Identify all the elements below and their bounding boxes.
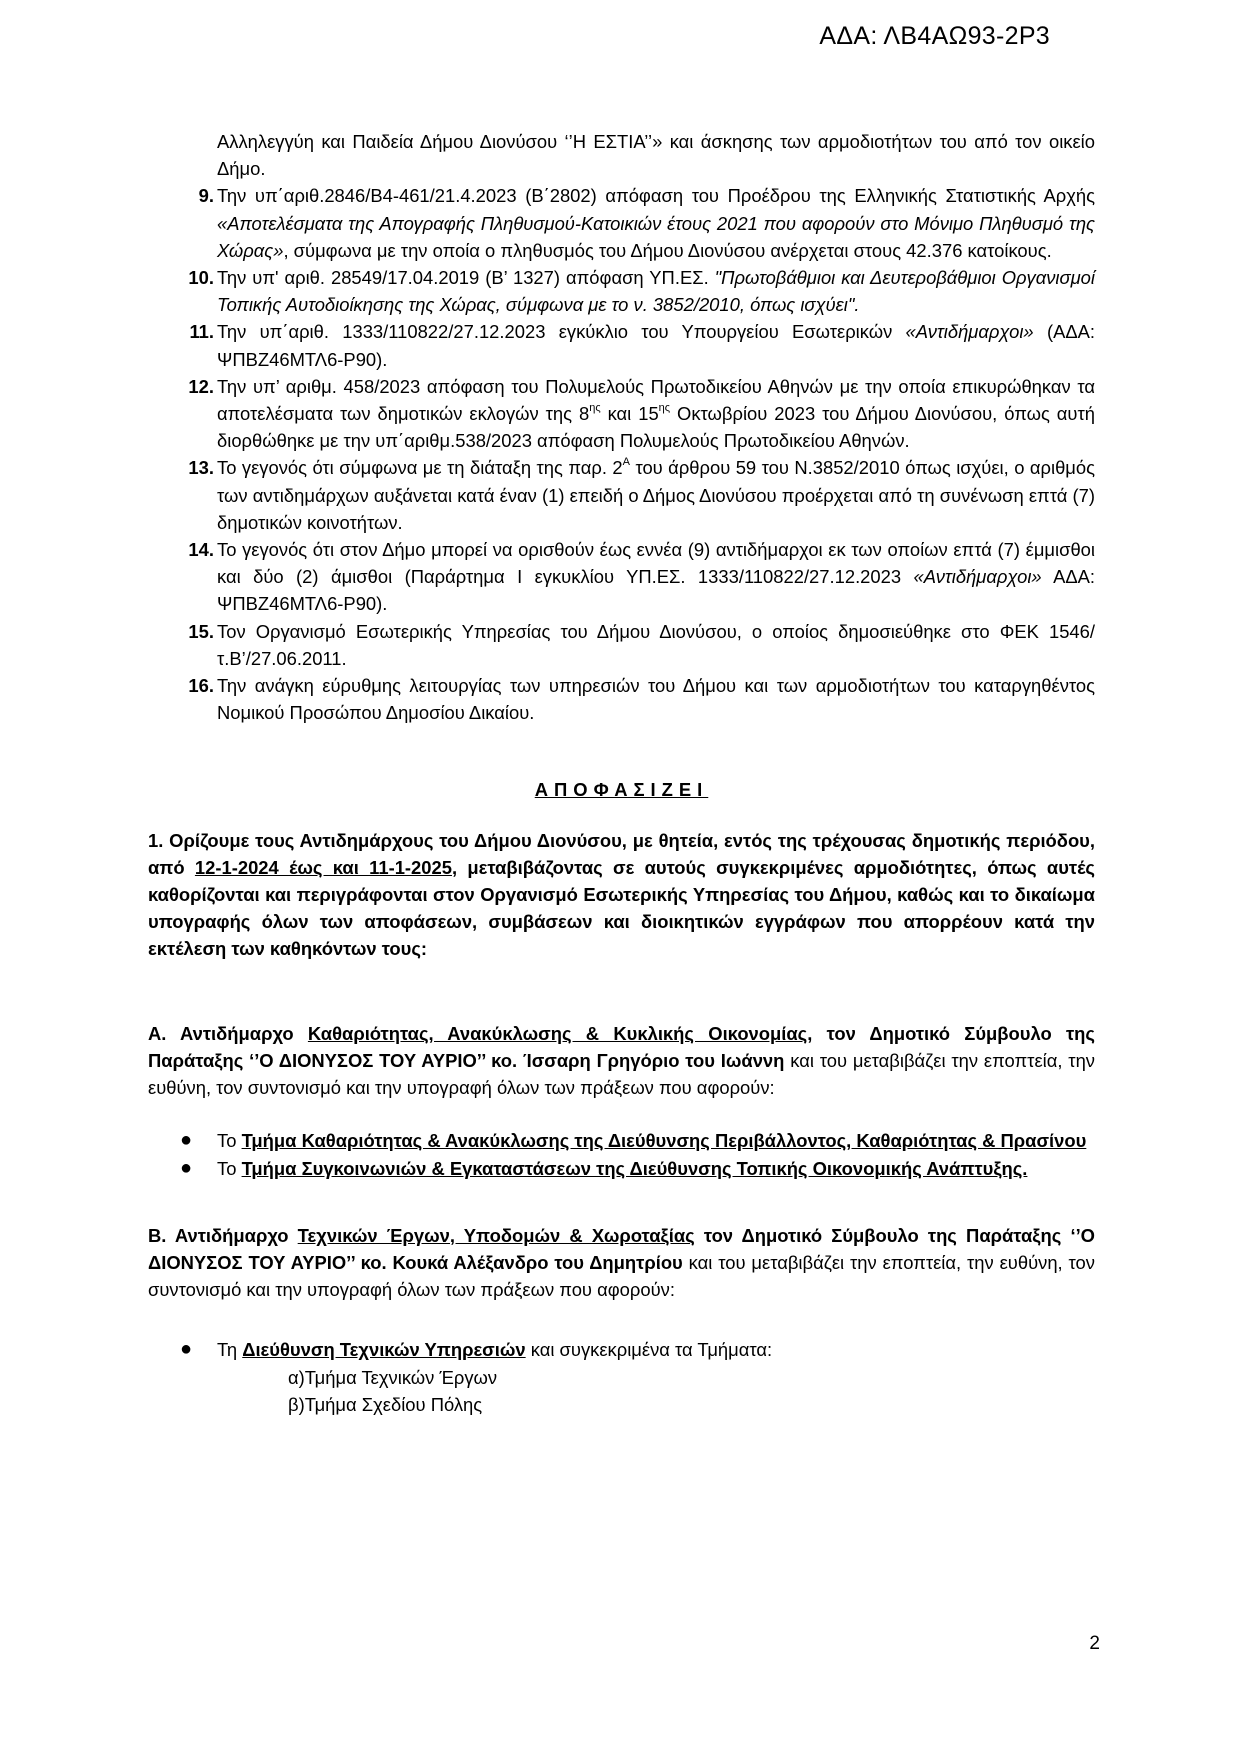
considerations-item bbox=[148, 618, 1095, 672]
considerations-item bbox=[148, 264, 1095, 318]
list-item bbox=[148, 1155, 1095, 1182]
item-number: 11. bbox=[189, 321, 214, 343]
item-italic-text: «Αντιδήμαρχοι» bbox=[905, 321, 1034, 343]
decision-text: 1. Ορίζουμε τους Αντιδημάρχους του Δήμου Διονύσου, με θητεία, εντός της τρέχουσας δημοτικής περιόδου, από bbox=[148, 829, 1095, 878]
item-text: Την ανάγκη εύρυθμης λειτουργίας των υπηρεσιών του Δήμου και των αρμοδιοτήτων του καταργηθέντος Νομικού Προσώπου Δημοσίου Δικαίου. bbox=[217, 675, 1095, 724]
item-number: 10. bbox=[188, 267, 214, 289]
item-text: Την υπ’ αριθμ. 458/2023 απόφαση του Πολυμελούς Πρωτοδικείου Αθηνών με την οποία επικυρώθηκαν τα αποτελέσματα των δημοτικών εκλογών της 8 bbox=[217, 375, 1095, 425]
bullet-text: Το bbox=[217, 1130, 242, 1152]
deputy-mayor-name: Ίσσαρη Γρηγόριο του Ιωάννη bbox=[522, 1049, 785, 1071]
item-text: , σύμφωνα με την οποία ο πληθυσμός του Δήμου Διονύσου ανέρχεται στους 42.376 κατοίκους. bbox=[283, 239, 1052, 261]
item-text: Οκτωβρίου 2023 του Δήμου Διονύσου, όπως αυτή διορθώθηκε με την υπ΄αριθμ.538/2023 απόφαση Πολυμελούς Πρωτοδικείου Αθηνών. bbox=[217, 403, 1095, 452]
considerations-item bbox=[148, 454, 1095, 536]
department-name: Τμήμα Καθαριότητας & Ανακύκλωσης της Διεύθυνσης Περιβάλλοντος, Καθαριότητας & Πρασίνου bbox=[241, 1130, 1087, 1152]
section-text: . Αντιδήμαρχο bbox=[161, 1022, 308, 1044]
item-text: του άρθρου 59 του Ν.3852/2010 όπως ισχύει, ο αριθμός των αντιδημάρχων αυξάνεται κατά έναν (1) επειδή ο Δήμος Διονύσου προέρχεται από τη συνένωση επτά (7) δημοτικών κοινοτήτων. bbox=[217, 457, 1095, 533]
item-text: Το γεγονός ότι στον Δήμο μπορεί να ορισθούν έως εννέα (9) αντιδήμαρχοι εκ των οποίων επτά (7) έμμισθοι και δύο (2) άμισθοι (Παράρτημα Ι εγκυκλίου ΥΠ.ΕΣ. 1333/110822/27.12.2023 bbox=[217, 539, 1095, 588]
item-text: Το γεγονός ότι σύμφωνα με τη διάταξη της παρ. 2 bbox=[217, 457, 623, 479]
decision-heading: ΑΠΟΦΑΣΙΖΕΙ bbox=[534, 779, 709, 801]
list-item bbox=[148, 1336, 1095, 1363]
item-number: 16. bbox=[188, 675, 214, 697]
department-name: Διεύθυνση Τεχνικών Υπηρεσιών bbox=[242, 1339, 526, 1361]
section-text: τον Δημοτικό Σύμβουλο της Παράταξης ‘’Ο ΔΙΟΝΥΣΟΣ ΤΟΥ ΑΥΡΙΟ’’ κο. Κουκά Αλέξανδρο του Δημητρίου bbox=[148, 1224, 1095, 1273]
item-text: ΑΔΑ: ΨΠΒΖ46ΜΤΛ6-Ρ90). bbox=[217, 566, 1095, 615]
department-name: Τμήμα Συγκοινωνιών & Εγκαταστάσεων της Διεύθυνσης Τοπικής Οικονομικής Ανάπτυξης. bbox=[241, 1157, 1028, 1179]
list-item bbox=[148, 1127, 1095, 1154]
item-number: 15. bbox=[188, 620, 214, 642]
considerations-item bbox=[148, 182, 1095, 264]
section-a-bullets bbox=[148, 1127, 1095, 1181]
section-b bbox=[148, 1222, 1095, 1304]
section-text: και του μεταβιβάζει την εποπτεία, την ευθύνη, τον συντονισμό και την υπογραφή όλων των πράξεων που αφορούν: bbox=[148, 1251, 1095, 1301]
item-number: 9. bbox=[198, 185, 214, 207]
item-text: Τον Οργανισμό Εσωτερικής Υπηρεσίας του Δήμου Διονύσου, ο οποίος δημοσιεύθηκε στο ΦΕΚ 1546/τ.Β’/27.06.2011. bbox=[217, 620, 1095, 669]
item-text: και 15 bbox=[600, 403, 659, 425]
considerations-item bbox=[148, 373, 1095, 455]
section-portfolio: Τεχνικών Έργων, Υποδομών & Χωροταξίας bbox=[297, 1224, 695, 1246]
item-italic-text: "Πρωτοβάθμιοι και Δευτεροβάθμιοι Οργανισμοί Τοπικής Αυτοδιοίκησης της Χώρας, σύμφωνα με το ν. 3852/2010, όπως ισχύει". bbox=[217, 267, 1095, 316]
item-text: (ΑΔΑ: ΨΠΒΖ46ΜΤΛ6-Ρ90). bbox=[217, 321, 1095, 370]
ada-code: ΑΔΑ: ΛΒ4ΑΩ93-2Ρ3 bbox=[819, 22, 1050, 50]
superscript: ης bbox=[589, 401, 601, 414]
decision-paragraph bbox=[148, 827, 1095, 963]
term-dates: 12-1-2024 έως και 11-1-2025 bbox=[194, 856, 452, 878]
bullet-text: και συγκεκριμένα τα Τμήματα: bbox=[525, 1339, 773, 1361]
item-text: Την υπ΄αριθ.2846/Β4-461/21.4.2023 (Β΄2802) απόφαση του Προέδρου της Ελληνικής Στατιστικής Αρχής bbox=[217, 185, 1095, 207]
sub-item: β)Τμήμα Σχεδίου Πόλης bbox=[288, 1393, 483, 1415]
bullet-icon: ● bbox=[180, 1129, 193, 1152]
item-italic-text: «Αποτελέσματα της Απογραφής Πληθυσμού-Κατοικιών έτους 2021 που αφορούν στο Μόνιμο Πληθυσμό της Χώρας» bbox=[217, 212, 1095, 261]
bullet-icon: ● bbox=[180, 1156, 193, 1179]
section-b-bullets bbox=[148, 1336, 1095, 1418]
considerations-item bbox=[148, 318, 1095, 372]
document-body bbox=[148, 128, 1095, 1418]
item-italic-text: «Αντιδήμαρχοι» bbox=[913, 566, 1042, 588]
superscript: ης bbox=[658, 401, 671, 414]
section-text: Β. Αντιδήμαρχο bbox=[148, 1224, 298, 1246]
bullet-icon: ● bbox=[180, 1338, 193, 1361]
section-text: , τον Δημοτικό Σύμβουλο της Παράταξης ‘’Ο ΔΙΟΝΥΣΟΣ ΤΟΥ ΑΥΡΙΟ’’ κο. bbox=[148, 1022, 1095, 1071]
section-letter: Α bbox=[148, 1022, 162, 1044]
item-text: Την υπ' αριθ. 28549/17.04.2019 (Β’ 1327) απόφαση ΥΠ.ΕΣ. bbox=[217, 267, 715, 289]
sub-item: α)Τμήμα Τεχνικών Έργων bbox=[288, 1366, 498, 1388]
bullet-text: Το bbox=[217, 1157, 242, 1179]
section-text: και του μεταβιβάζει την εποπτεία, την ευθύνη, τον συντονισμό και την υπογραφή όλων των πράξεων που αφορούν: bbox=[148, 1049, 1095, 1099]
section-a bbox=[148, 1020, 1095, 1102]
intro-continuation: Αλληλεγγύη και Παιδεία Δήμου Διονύσου ‘’Η ΕΣΤΙΑ’’» και άσκησης των αρμοδιοτήτων του από τον οικείο Δήμο. bbox=[217, 131, 1095, 180]
page-number: 2 bbox=[1089, 1633, 1100, 1654]
decision-text: , μεταβιβάζοντας σε αυτούς συγκεκριμένες αρμοδιότητες, όπως αυτές καθορίζονται και περιγράφονται στον Οργανισμό Εσωτερικής Υπηρεσίας του Δήμου, καθώς και το δικαίωμα υπογραφής όλων των αποφάσεων, συμβάσεων και διοικητικών εγγράφων που απορρέουν κατά την εκτέλεση των καθηκόντων τους: bbox=[148, 856, 1095, 960]
bullet-text: Τη bbox=[217, 1339, 243, 1361]
superscript: Α bbox=[622, 456, 630, 469]
item-number: 12. bbox=[188, 375, 214, 397]
section-portfolio: Καθαριότητας, Ανακύκλωσης & Κυκλικής Οικονομίας bbox=[307, 1022, 808, 1044]
considerations-item bbox=[148, 672, 1095, 726]
item-number: 14. bbox=[188, 539, 214, 561]
item-text: Την υπ΄αριθ. 1333/110822/27.12.2023 εγκύκλιο του Υπουργείου Εσωτερικών bbox=[217, 321, 906, 343]
considerations-item bbox=[148, 536, 1095, 618]
item-number: 13. bbox=[188, 457, 214, 479]
